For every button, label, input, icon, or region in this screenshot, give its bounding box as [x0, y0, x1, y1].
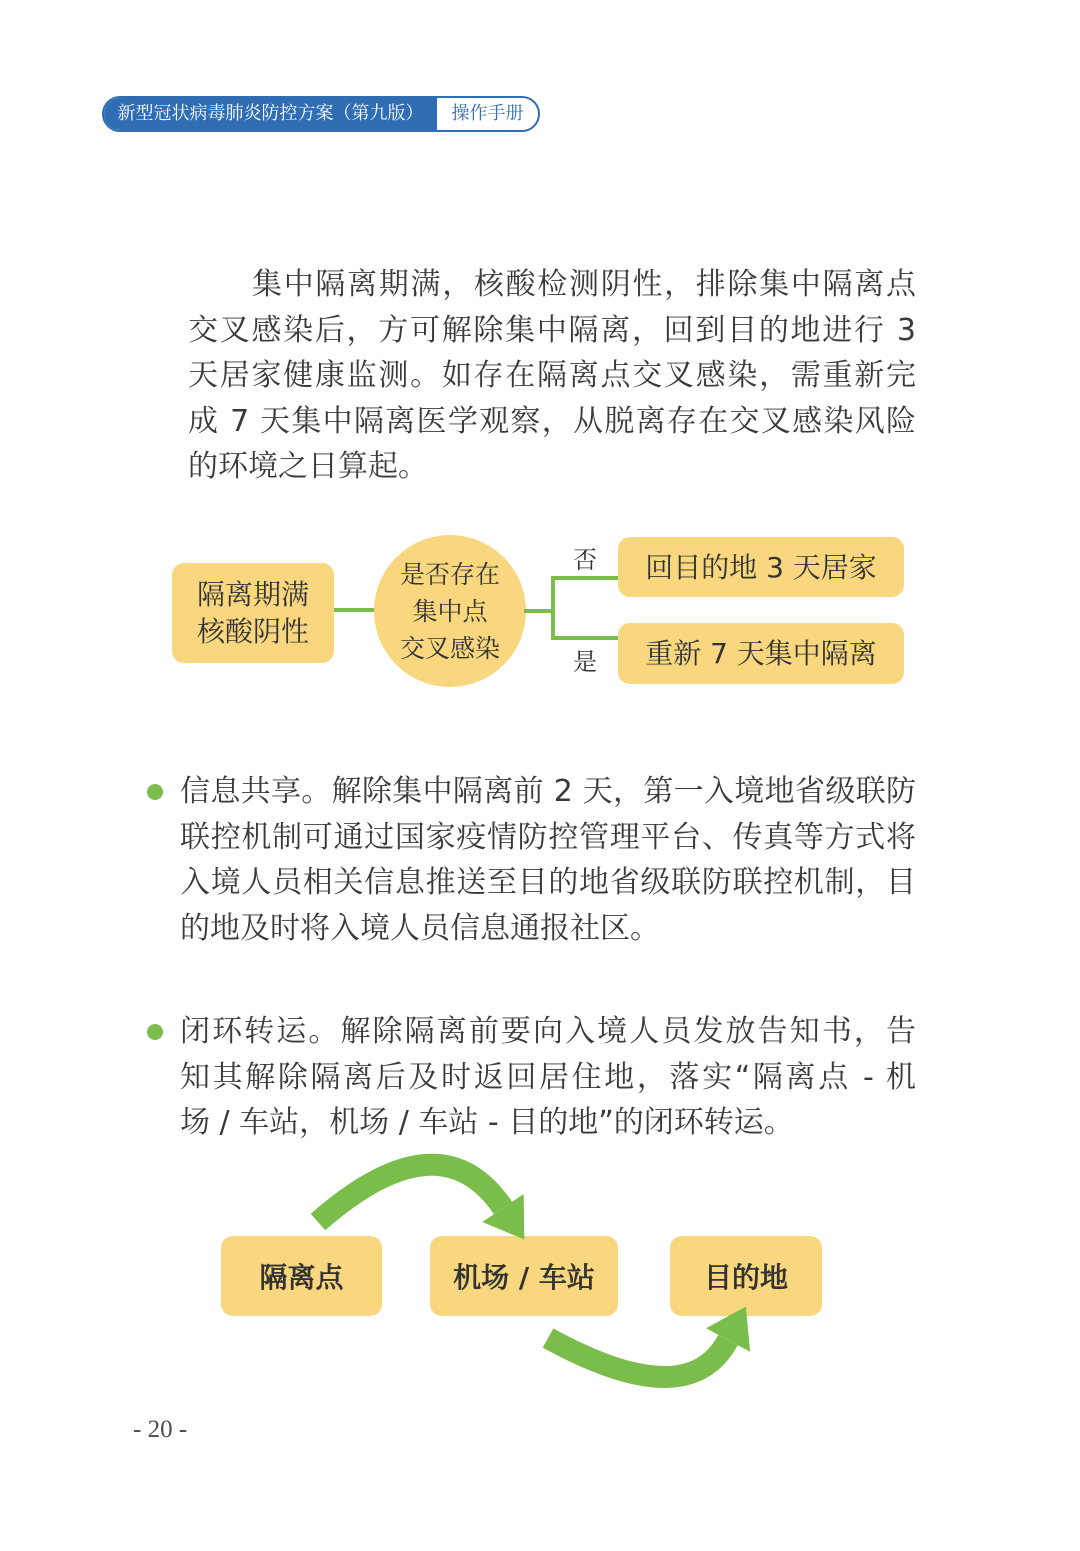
paragraph-line: 交叉感染后，方可解除集中隔离，回到目的地进行 3: [188, 312, 916, 348]
bullet-line: 入境人员相关信息推送至目的地省级联防联控机制，目: [180, 865, 916, 900]
bullet-line: 知其解除隔离后及时返回居住地，落实“隔离点 - 机: [180, 1059, 916, 1095]
flow-decision-line: 集中点: [412, 596, 488, 626]
bullet-line: 联控机制可通过国家疫情防控管理平台、传真等方式将: [180, 819, 916, 855]
flow-start-line: 核酸阴性: [196, 615, 309, 648]
arrow-isolation-to-station-icon: [318, 1165, 524, 1240]
flow-connector: [334, 608, 376, 612]
bullet-line: 的地及时将入境人员信息通报社区。: [180, 910, 660, 946]
flow-no-label: 否: [573, 546, 597, 574]
flow-connector: [524, 609, 554, 613]
bullet-closed-loop-transfer: [180, 1009, 916, 1146]
flow-start-line: 隔离期满: [196, 578, 309, 611]
transfer-step-airport-station: 机场 / 车站: [430, 1236, 618, 1316]
paragraph-line: 天居家健康监测。如存在隔离点交叉感染，需重新完: [188, 358, 916, 393]
isolation-flowchart: [160, 530, 920, 695]
arrow-station-to-destination-icon: [548, 1307, 750, 1378]
paragraph-line: 成 7 天集中隔离医学观察，从脱离存在交叉感染风险: [188, 403, 916, 439]
bullet-line: 闭环转运。解除隔离前要向入境人员发放告知书，告: [180, 1014, 916, 1049]
bullet-dot-icon: [147, 1024, 163, 1040]
bullet-line: 场 / 车站，机场 / 车站 - 目的地”的闭环转运。: [180, 1105, 794, 1140]
transfer-arrows: [200, 1140, 840, 1410]
paragraph-line: 集中隔离期满，核酸检测阴性，排除集中隔离点: [252, 267, 916, 302]
arrow-shaft: [548, 1338, 728, 1377]
header-title: 新型冠状病毒肺炎防控方案（第九版）: [104, 98, 437, 130]
bullet-line: 信息共享。解除集中隔离前 2 天，第一入境地省级联防: [180, 774, 916, 809]
flow-decision-circle: [374, 535, 526, 687]
flow-no-result-box: 回目的地 3 天居家: [618, 537, 904, 597]
bullet-dot-icon: [147, 784, 163, 800]
flow-start-box: [172, 563, 334, 663]
bullet-info-sharing: [180, 769, 916, 951]
page-number: - 20 -: [133, 1416, 188, 1443]
flow-branch-no-connector: [551, 576, 619, 580]
transfer-step-isolation-point: 隔离点: [221, 1236, 382, 1316]
closed-loop-transfer-diagram: [200, 1140, 840, 1410]
flow-decision-line: 交叉感染: [399, 633, 500, 663]
flow-decision-line: 是否存在: [399, 559, 500, 589]
flow-yes-result-box: 重新 7 天集中隔离: [618, 623, 904, 684]
document-header: [102, 96, 540, 132]
intro-paragraph: [188, 262, 916, 490]
arrow-shaft: [318, 1165, 503, 1222]
header-tag: 操作手册: [451, 103, 524, 124]
paragraph-line: 的环境之日算起。: [188, 449, 428, 484]
flow-branch-yes-connector: [551, 636, 619, 640]
flow-yes-label: 是: [573, 648, 597, 676]
flow-branch-connector: [551, 576, 555, 640]
transfer-step-destination: 目的地: [670, 1236, 822, 1316]
